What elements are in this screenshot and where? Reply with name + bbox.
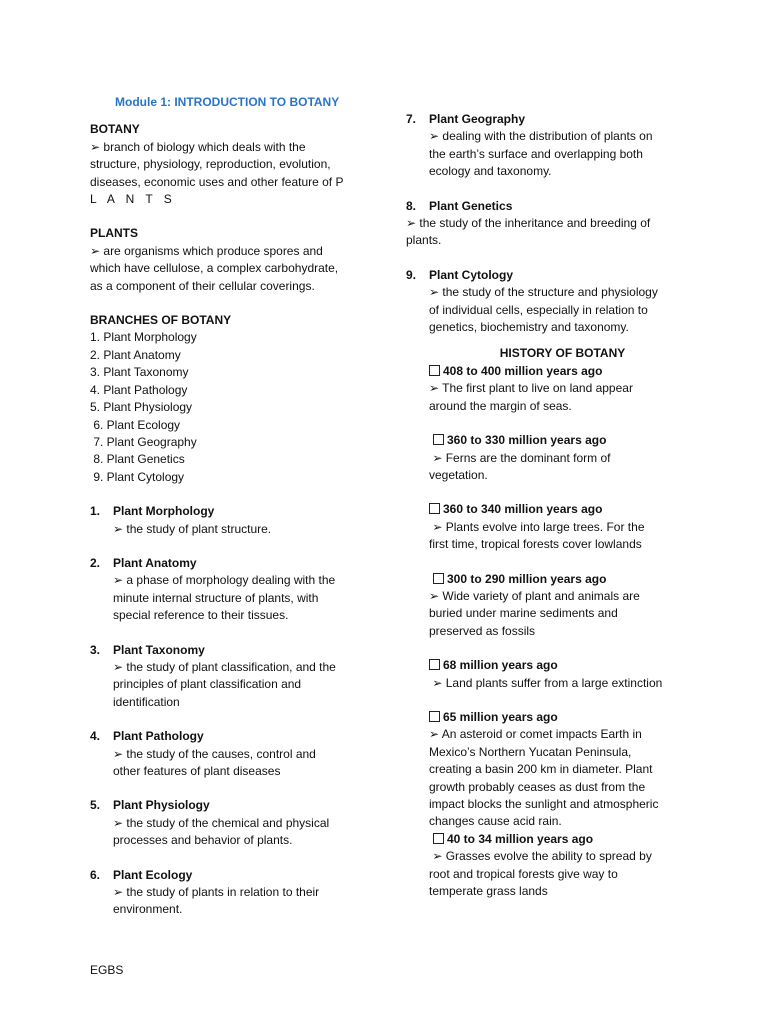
branches-list-item: 6. Plant Ecology [90,417,181,432]
branches-list-item: 1. Plant Morphology [90,330,197,345]
definition-number: 2. [90,555,101,570]
history-entry [429,432,696,484]
branches-section [90,312,370,486]
history-line: ➢ Ferns are the dominant form of [429,450,611,465]
definition-taxonomy [90,642,370,712]
history-line: first time, tropical forests cover lowlands [429,537,642,552]
checkbox-icon [433,573,444,584]
history-entry [429,571,696,641]
botany-line: diseases, economic uses and other feature of P [90,174,344,189]
definition-line: genetics, biochemistry and taxonomy. [429,320,629,335]
history-section [406,345,696,900]
botany-line: ➢ branch of biology which deals with the [90,139,306,154]
history-period: 65 million years ago [443,709,558,724]
definition-line: principles of plant classification and [113,677,302,692]
history-line: changes cause acid rain. [429,814,562,829]
definition-line: ➢ the study of the causes, control and [113,746,316,761]
plants-line: ➢ are organisms which produce spores and [90,243,323,258]
history-period: 40 to 34 million years ago [447,831,594,846]
history-heading: HISTORY OF BOTANY [499,346,626,361]
definition-line: ➢ a phase of morphology dealing with the [113,573,336,588]
definition-line: other features of plant diseases [113,764,281,778]
history-line: ➢ An asteroid or comet impacts Earth in [429,727,642,742]
checkbox-icon [433,833,444,844]
branches-heading: BRANCHES OF BOTANY [90,313,232,328]
definition-number: 4. [90,729,101,744]
definition-title: Plant Morphology [113,504,215,519]
definition-title: Plant Anatomy [113,555,197,570]
definition-cytology [406,267,696,337]
history-line: ➢ Wide variety of plant and animals are [429,588,640,603]
definition-line: environment. [113,902,183,917]
left-column [90,94,370,919]
branches-list-item: 3. Plant Taxonomy [90,365,189,380]
definition-number: 3. [90,642,101,657]
checkbox-icon [429,711,440,722]
history-line: around the margin of seas. [429,398,572,413]
history-period: 408 to 400 million years ago [443,363,603,378]
definition-title: Plant Taxonomy [113,642,205,657]
definition-title: Plant Genetics [429,198,513,213]
history-line: Mexico’s Northern Yucatan Peninsula, [429,744,632,759]
definition-line: the earth’s surface and overlapping both [429,146,643,161]
checkbox-icon [429,659,440,670]
definition-line: ➢ dealing with the distribution of plants on [429,129,653,144]
history-line: ➢ Grasses evolve the ability to spread by [429,849,652,864]
definition-line: ➢ the study of plant structure. [113,521,272,536]
module-title: Module 1: INTRODUCTION TO BOTANY [115,95,340,109]
branches-list-item: 5. Plant Physiology [90,400,193,415]
branches-list-item: 2. Plant Anatomy [90,347,181,362]
checkbox-icon [433,434,444,445]
definition-title: Plant Ecology [113,867,193,882]
definition-line: minute internal structure of plants, with [113,590,319,605]
botany-heading: BOTANY [90,122,140,137]
definition-physiology [90,797,370,849]
history-line: ➢ Land plants suffer from a large extinction [429,675,663,690]
history-line: vegetation. [429,467,488,482]
plants-line: as a component of their cellular coverings. [90,278,315,293]
definition-number: 5. [90,798,101,813]
definition-anatomy [90,555,370,625]
history-line: growth probably ceases as dust from the [429,779,646,794]
history-line: impact blocks the sunlight and atmospheric [429,797,659,811]
botany-line: structure, physiology, reproduction, evolution, [90,157,331,172]
definition-line: ➢ the study of the structure and physiology [429,285,658,300]
checkbox-icon [429,503,440,514]
history-line: root and tropical forests give way to [429,866,618,881]
plants-line: which have cellulose, a complex carbohydrate, [90,261,339,276]
definition-pathology [90,728,370,780]
branches-list-item: 8. Plant Genetics [90,452,185,467]
history-period: 360 to 340 million years ago [443,502,603,517]
history-line: buried under marine sediments and [429,606,618,621]
history-entry [429,657,696,692]
history-entry [429,363,696,415]
history-line: preserved as fossils [429,623,536,638]
definition-number: 8. [406,198,417,213]
branches-list-item: 4. Plant Pathology [90,382,188,397]
definition-line: identification [113,694,180,709]
history-line: ➢ The first plant to live on land appear [429,381,633,396]
plants-heading: PLANTS [90,226,138,241]
checkbox-icon [429,365,440,376]
definition-title: Plant Cytology [429,267,514,282]
definition-geography [406,111,696,181]
definition-line: processes and behavior of plants. [113,833,293,848]
history-entry [429,501,696,553]
history-period: 68 million years ago [443,658,558,673]
definition-number: 6. [90,867,101,882]
right-column [406,111,696,900]
history-period: 360 to 330 million years ago [447,433,607,448]
definition-title: Plant Geography [429,112,526,126]
history-period: 300 to 290 million years ago [447,571,607,586]
definition-line: plants. [406,233,442,248]
history-line: ➢ Plants evolve into large trees. For the [429,519,645,534]
definition-line: of individual cells, especially in relation to [429,302,648,317]
definition-number: 9. [406,267,417,282]
branches-list-item: 9. Plant Cytology [90,469,185,484]
definition-title: Plant Physiology [113,798,210,813]
botany-section [90,121,370,208]
definition-line: special reference to their tissues. [113,608,289,623]
definition-line: ➢ the study of the inheritance and breeding of [406,216,651,231]
history-line: creating a basin 200 km in diameter. Plant [429,762,653,777]
definition-morphology [90,503,370,538]
history-entry [429,831,696,901]
plants-section [90,225,370,295]
definition-line: ➢ the study of the chemical and physical [113,815,330,830]
definition-number: 1. [90,504,101,519]
branches-list-item: 7. Plant Geography [90,434,197,449]
definition-ecology [90,867,370,919]
history-line: temperate grass lands [429,884,548,899]
history-entry [429,709,696,831]
footer-text: EGBS [90,963,124,977]
definition-line: ➢ the study of plants in relation to their [113,885,320,900]
definition-genetics [406,198,696,250]
definition-line: ecology and taxonomy. [429,164,552,179]
botany-line: L A N T S [90,192,176,207]
definition-title: Plant Pathology [113,729,204,744]
definition-line: ➢ the study of plant classification, and the [113,659,336,674]
definition-number: 7. [406,112,417,126]
